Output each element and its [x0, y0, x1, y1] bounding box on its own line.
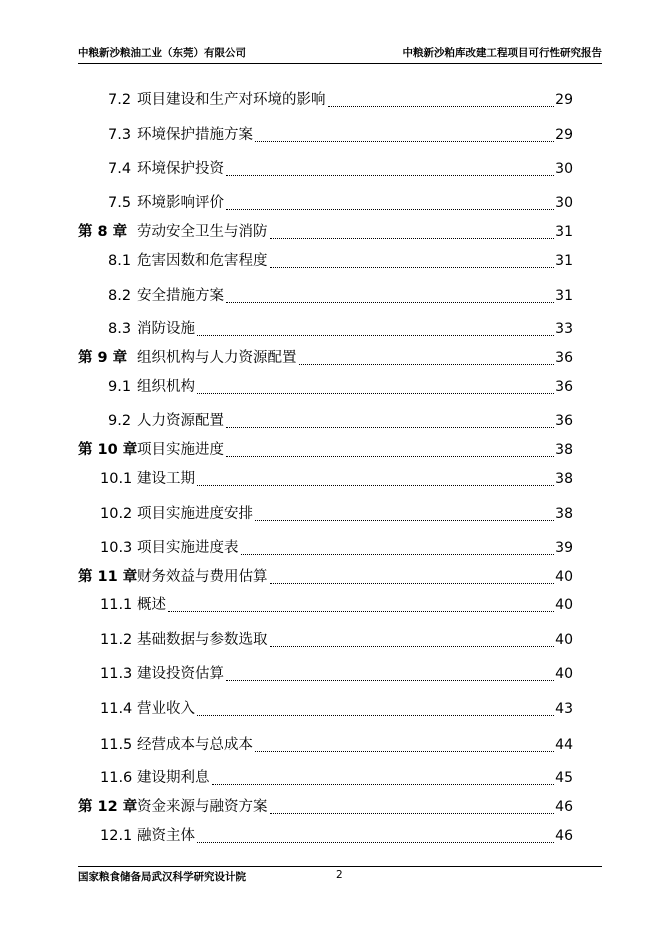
header-company: 中粮新沙粮油工业（东莞）有限公司 — [78, 47, 246, 59]
toc-entry[interactable] — [78, 797, 573, 817]
toc-entry-title: 劳动安全卫生与消防 — [137, 224, 268, 240]
toc-leader-dots — [255, 125, 554, 142]
toc-entry-title: 项目实施进度 — [137, 442, 224, 458]
toc-entry[interactable] — [78, 826, 573, 846]
toc-entry-title: 环境保护投资 — [137, 161, 224, 177]
toc-entry-title: 财务效益与费用估算 — [137, 569, 268, 585]
toc-entry-title: 人力资源配置 — [137, 413, 224, 429]
toc-entry[interactable] — [78, 469, 573, 489]
toc-entry-page: 46 — [555, 828, 573, 844]
toc-leader-dots — [226, 159, 554, 176]
toc-leader-dots — [168, 595, 554, 612]
toc-entry-number: 9.1 — [108, 379, 132, 395]
toc-entry-page: 44 — [555, 737, 573, 753]
toc-entry[interactable] — [78, 251, 573, 271]
toc-entry[interactable] — [78, 699, 573, 719]
toc-entry-number: 7.3 — [108, 127, 132, 143]
toc-entry-title: 组织机构与人力资源配置 — [137, 350, 297, 366]
toc-leader-dots — [226, 193, 554, 210]
toc-entry-title: 资金来源与融资方案 — [137, 799, 268, 815]
toc-entry[interactable] — [78, 630, 573, 650]
toc-leader-dots — [270, 251, 554, 268]
toc-entry-page: 36 — [555, 350, 573, 366]
toc-entry-page: 38 — [555, 442, 573, 458]
toc-entry-title: 项目建设和生产对环境的影响 — [137, 92, 326, 108]
toc-entry-page: 43 — [555, 701, 573, 717]
toc-entry[interactable] — [78, 348, 573, 368]
toc-entry-page: 31 — [555, 288, 573, 304]
toc-entry-page: 38 — [555, 471, 573, 487]
toc-entry-number: 10.3 — [100, 540, 133, 556]
toc-entry-number: 9.2 — [108, 413, 132, 429]
toc-entry-number: 11.3 — [100, 666, 133, 682]
toc-entry[interactable] — [78, 595, 573, 615]
toc-entry-page: 45 — [555, 770, 573, 786]
toc-leader-dots — [226, 440, 554, 457]
toc-leader-dots — [299, 348, 554, 365]
toc-entry-page: 40 — [555, 666, 573, 682]
toc-entry[interactable] — [78, 125, 573, 145]
toc-entry[interactable] — [78, 538, 573, 558]
toc-entry-number: 11.1 — [100, 597, 133, 613]
toc-entry[interactable] — [78, 440, 573, 460]
toc-entry-title: 经营成本与总成本 — [137, 737, 253, 753]
toc-entry-number: 第 11 章 — [78, 569, 138, 585]
toc-leader-dots — [226, 664, 554, 681]
toc-entry-page: 38 — [555, 506, 573, 522]
toc-entry[interactable] — [78, 664, 573, 684]
toc-entry-page: 30 — [555, 161, 573, 177]
toc-entry-number: 10.2 — [100, 506, 133, 522]
toc-entry-number: 11.4 — [100, 701, 133, 717]
toc-entry-title: 环境保护措施方案 — [137, 127, 253, 143]
toc-entry-page: 29 — [555, 127, 573, 143]
toc-leader-dots — [328, 90, 554, 107]
toc-leader-dots — [226, 411, 554, 428]
toc-leader-dots — [212, 768, 554, 785]
toc-entry-number: 第 10 章 — [78, 442, 138, 458]
toc-entry[interactable] — [78, 286, 573, 306]
toc-entry[interactable] — [78, 222, 573, 242]
page-number: 2 — [336, 869, 343, 881]
toc-entry-page: 36 — [555, 413, 573, 429]
toc-entry-number: 8.1 — [108, 253, 132, 269]
toc-entry-page: 40 — [555, 597, 573, 613]
toc-entry-title: 建设工期 — [137, 471, 195, 487]
toc-entry[interactable] — [78, 768, 573, 788]
toc-entry-page: 36 — [555, 379, 573, 395]
toc-entry-title: 环境影响评价 — [137, 195, 224, 211]
toc-entry-title: 建设期利息 — [137, 770, 210, 786]
toc-entry[interactable] — [78, 411, 573, 431]
toc-entry-title: 安全措施方案 — [137, 288, 224, 304]
toc-entry[interactable] — [78, 567, 573, 587]
toc-entry-title: 概述 — [137, 597, 166, 613]
toc-entry-number: 7.2 — [108, 92, 132, 108]
toc-leader-dots — [197, 319, 554, 336]
toc-entry-title: 消防设施 — [137, 321, 195, 337]
toc-leader-dots — [270, 797, 554, 814]
toc-leader-dots — [270, 567, 554, 584]
toc-entry-number: 11.6 — [100, 770, 133, 786]
toc-entry[interactable] — [78, 319, 573, 339]
page-footer — [78, 869, 602, 885]
footer-institute: 国家粮食储备局武汉科学研究设计院 — [78, 871, 246, 883]
toc-entry-title: 项目实施进度表 — [137, 540, 239, 556]
toc-entry-number: 7.5 — [108, 195, 132, 211]
toc-entry-page: 40 — [555, 569, 573, 585]
toc-entry[interactable] — [78, 735, 573, 755]
toc-entry-page: 39 — [555, 540, 573, 556]
toc-entry-page: 31 — [555, 224, 573, 240]
toc-entry-page: 31 — [555, 253, 573, 269]
toc-entry-title: 基础数据与参数选取 — [137, 632, 268, 648]
toc-entry-number: 8.3 — [108, 321, 132, 337]
toc-entry-number: 8.2 — [108, 288, 132, 304]
footer-rule — [78, 866, 602, 867]
toc-leader-dots — [241, 538, 554, 555]
toc-leader-dots — [270, 630, 554, 647]
toc-entry-number: 第 9 章 — [78, 350, 128, 366]
toc-entry-number: 10.1 — [100, 471, 133, 487]
toc-entry-page: 40 — [555, 632, 573, 648]
header-report-title: 中粮新沙粕库改建工程项目可行性研究报告 — [402, 47, 602, 59]
toc-entry[interactable] — [78, 159, 573, 179]
toc-leader-dots — [197, 469, 554, 486]
toc-entry-title: 危害因数和危害程度 — [137, 253, 268, 269]
toc-leader-dots — [197, 826, 554, 843]
toc-entry-title: 营业收入 — [137, 701, 195, 717]
toc-entry-page: 29 — [555, 92, 573, 108]
toc-leader-dots — [197, 377, 554, 394]
toc-entry-page: 46 — [555, 799, 573, 815]
toc-entry[interactable] — [78, 90, 573, 110]
toc-leader-dots — [255, 504, 554, 521]
toc-entry-title: 组织机构 — [137, 379, 195, 395]
toc-entry-number: 12.1 — [100, 828, 133, 844]
toc-entry-number: 第 8 章 — [78, 224, 128, 240]
toc-leader-dots — [197, 699, 554, 716]
toc-entry[interactable] — [78, 377, 573, 397]
toc-entry[interactable] — [78, 193, 573, 213]
toc-leader-dots — [226, 286, 554, 303]
toc-entry[interactable] — [78, 504, 573, 524]
toc-entry-title: 建设投资估算 — [137, 666, 224, 682]
toc-entry-number: 7.4 — [108, 161, 132, 177]
toc-entry-number: 11.2 — [100, 632, 133, 648]
toc-entry-number: 11.5 — [100, 737, 133, 753]
toc-entry-number: 第 12 章 — [78, 799, 138, 815]
toc-entry-title: 融资主体 — [137, 828, 195, 844]
toc-entry-title: 项目实施进度安排 — [137, 506, 253, 522]
toc-leader-dots — [270, 222, 554, 239]
toc-leader-dots — [255, 735, 554, 752]
toc-entry-page: 30 — [555, 195, 573, 211]
toc-entry-page: 33 — [555, 321, 573, 337]
